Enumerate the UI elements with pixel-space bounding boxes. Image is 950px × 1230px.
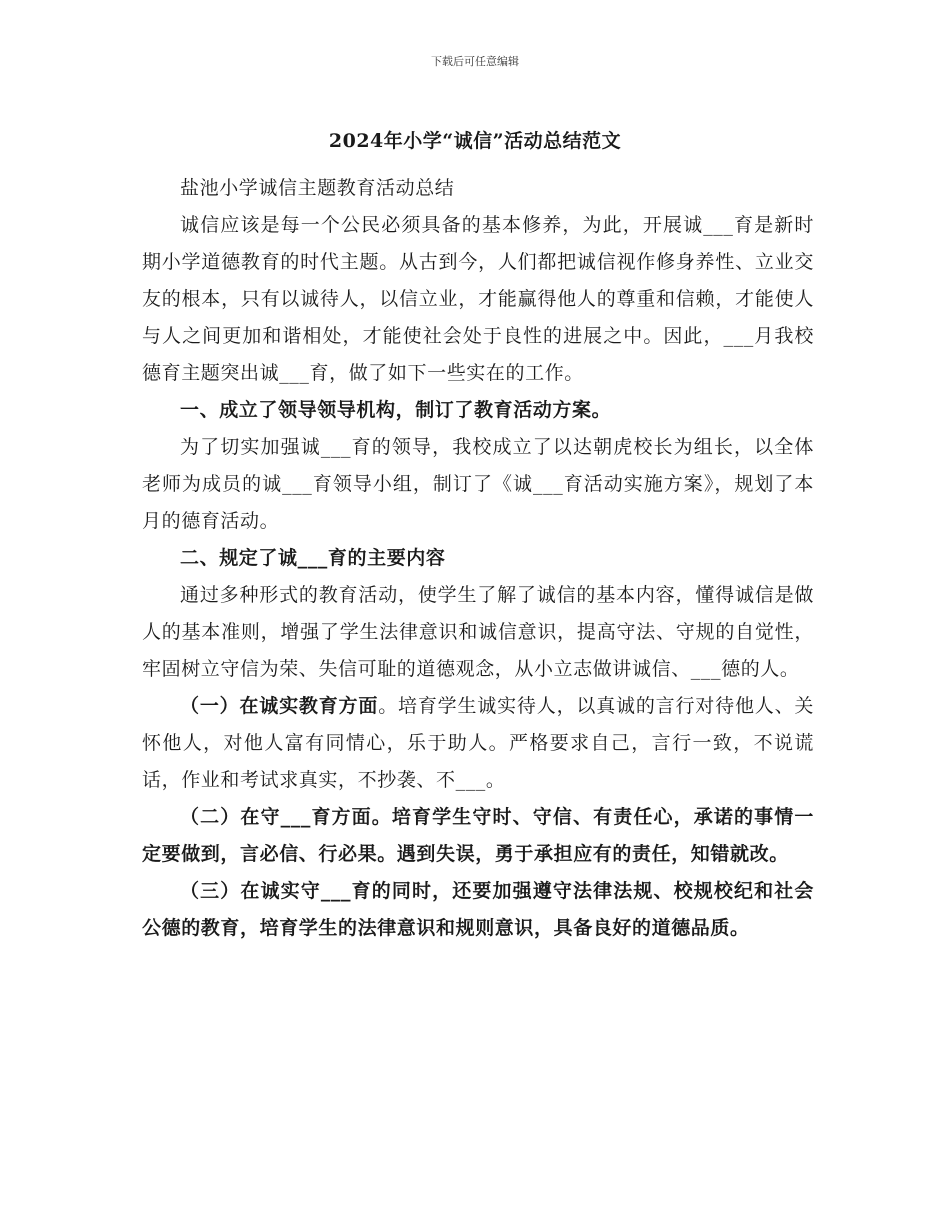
section-2-heading: 二、规定了诚___育的主要内容 — [180, 547, 446, 569]
document-subtitle: 盐池小学诚信主题教育活动总结 — [180, 177, 455, 199]
item-1-paragraph — [142, 688, 814, 799]
document-body — [142, 170, 814, 947]
item-1-text: 。培育学生诚实待人，以真诚的言行对待他人、关怀他人，对他人富有同情心，乐于助人。严格要求自己，言行一致，不说谎话，作业和考试求真实，不抄袭、不___。 — [142, 695, 814, 791]
item-1-lead: （一）在诚实教育方面 — [180, 695, 379, 717]
page-header-note: 下载后可任意编辑 — [431, 55, 519, 68]
section-2-body: 通过多种形式的教育活动，使学生了解了诚信的基本内容，懂得诚信是做人的基本准则，增强了学生法律意识和诚信意识，提高守法、守规的自觉性，牢固树立守信为荣、失信可耻的道德观念，从小立志做讲诚信、___德的人。 — [142, 584, 814, 680]
intro-paragraph: 诚信应该是每一个公民必须具备的基本修养，为此，开展诚___育是新时期小学道德教育的时代主题。从古到今，人们都把诚信视作修身养性、立业交友的根本，只有以诚待人，以信立业，才能赢得他人的尊重和信赖，才能使人与人之间更加和谐相处，才能使社会处于良性的进展之中。因此，___月我校德育主题突出诚___育，做了如下一些实在的工作。 — [142, 214, 814, 384]
document-title: 2024年小学“诚信”活动总结范文 — [328, 130, 622, 152]
item-2-paragraph: （二）在守___育方面。培育学生守时、守信、有责任心，承诺的事情一定要做到，言必信、行必果。遇到失误，勇于承担应有的责任，知错就改。 — [142, 806, 814, 865]
section-1-heading: 一、成立了领导领导机构，制订了教育活动方案。 — [180, 399, 612, 421]
section-1-body: 为了切实加强诚___育的领导，我校成立了以达朝虎校长为组长，以全体老师为成员的诚___育领导小组，制订了《诚___育活动实施方案》，规划了本月的德育活动。 — [142, 436, 814, 532]
item-3-paragraph: （三）在诚实守___育的同时，还要加强遵守法律法规、校规校纪和社会公德的教育，培育学生的法律意识和规则意识，具备良好的道德品质。 — [142, 880, 814, 939]
